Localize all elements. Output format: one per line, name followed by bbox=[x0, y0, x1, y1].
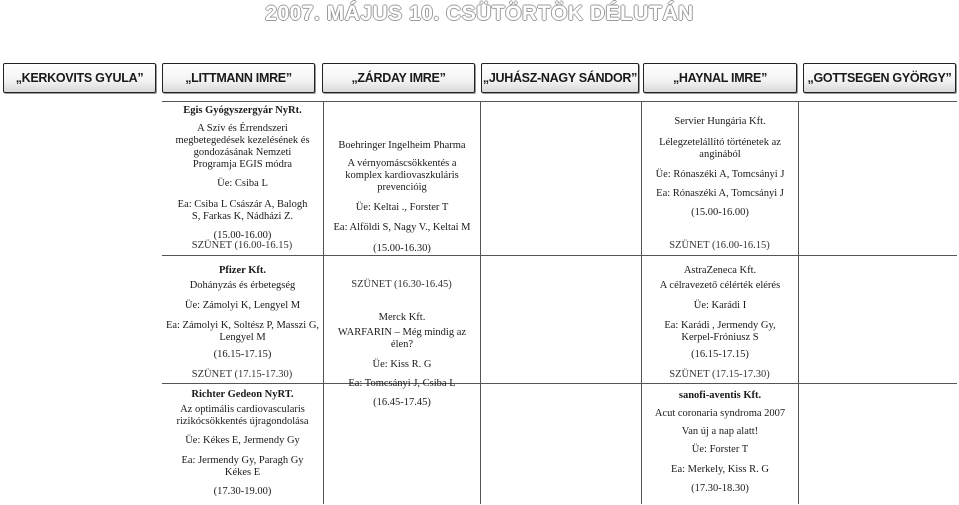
topic: Lélegzetelállító történetek az anginából bbox=[659, 137, 781, 160]
sponsor: Pfizer Kft. bbox=[218, 265, 267, 276]
room-label: „LITTMANN IMRE” bbox=[185, 71, 292, 85]
sponsor: Merck Kft. bbox=[378, 312, 426, 323]
chair: Üe: Keltai ., Forster T bbox=[355, 202, 449, 213]
chair: Üe: Csiba L bbox=[217, 178, 268, 189]
topic: Dohányzás és érbetegség bbox=[189, 280, 296, 291]
grid-line bbox=[162, 383, 957, 384]
session-sanofi bbox=[644, 390, 796, 502]
speakers: Ea: Zámolyi K, Soltész P, Masszi G, Lengyel M bbox=[165, 320, 320, 343]
topic: Acut coronaria syndroma 2007 bbox=[654, 408, 786, 419]
chair: Üe: Kiss R. G bbox=[372, 359, 432, 370]
room-label: „JUHÁSZ-NAGY SÁNDOR” bbox=[482, 71, 638, 85]
session-astrazeneca bbox=[644, 265, 796, 368]
break-16-30: SZÜNET (16.30-16.45) bbox=[351, 279, 452, 290]
speakers: Ea: Alföldi S, Nagy V., Keltai M bbox=[333, 222, 471, 233]
break-17-15: SZÜNET (17.15-17.30) bbox=[191, 369, 293, 380]
session-egis bbox=[165, 105, 320, 249]
time: (16.45-17.45) bbox=[373, 397, 431, 408]
grid-line bbox=[162, 255, 957, 256]
grid-line bbox=[323, 101, 324, 504]
speakers: Ea: Karádi , Jermendy Gy, Kerpel-Fróniusz S bbox=[664, 320, 776, 343]
sponsor: Servier Hungária Kft. bbox=[674, 116, 766, 127]
speakers: Ea: Rónaszéki A, Tomcsányi J bbox=[656, 188, 784, 199]
session-richter bbox=[165, 389, 320, 505]
break-16-00: SZÜNET (16.00-16.15) bbox=[191, 240, 293, 251]
room-label: „KERKOVITS GYULA” bbox=[15, 71, 144, 85]
grid-line bbox=[798, 101, 799, 504]
room-header-littmann bbox=[162, 63, 315, 93]
chair: Üe: Zámolyi K, Lengyel M bbox=[184, 300, 301, 311]
time: (16.15-17.15) bbox=[691, 349, 749, 360]
page-title: 2007. MÁJUS 10. CSÜTÖRTÖK DÉLUTÁN bbox=[265, 2, 694, 25]
time: (15.00-16.30) bbox=[373, 243, 431, 254]
break-16-00-right: SZÜNET (16.00-16.15) bbox=[669, 240, 770, 251]
session-boehringer bbox=[326, 140, 478, 262]
speakers: Ea: Csiba L Császár A, Balogh S, Farkas K, Nádházi Z. bbox=[177, 199, 308, 222]
chair: Üe: Forster T bbox=[691, 444, 749, 455]
time: (17.30-19.00) bbox=[213, 486, 272, 497]
topic: A Szív és Érrendszeri megbetegedések kezelésének és gondozásának Nemzeti Programja EGIS módra bbox=[175, 123, 310, 170]
grid-line bbox=[641, 101, 642, 504]
session-pfizer bbox=[165, 265, 320, 368]
session-merck bbox=[326, 312, 478, 416]
room-label: „ZÁRDAY IMRE” bbox=[351, 71, 446, 85]
sponsor: Richter Gedeon NyRT. bbox=[191, 389, 294, 400]
speakers: Ea: Tomcsányi J, Csiba L bbox=[348, 378, 456, 389]
session-servier bbox=[644, 116, 796, 226]
sponsor: sanofi-aventis Kft. bbox=[678, 390, 762, 401]
topic: A vérnyomáscsökkentés a komplex kardiovaszkuláris prevencióig bbox=[345, 158, 459, 193]
subtitle: Van új a nap alatt! bbox=[681, 426, 759, 437]
chair: Üe: Karádi I bbox=[693, 300, 747, 311]
grid-line bbox=[162, 101, 957, 102]
room-header-haynal bbox=[643, 63, 797, 93]
grid-line bbox=[480, 101, 481, 504]
room-header-juhasz-nagy bbox=[481, 63, 639, 93]
room-header-kerkovits bbox=[3, 63, 156, 93]
room-header-zarday bbox=[322, 63, 475, 93]
time: (15.00-16.00) bbox=[213, 230, 272, 241]
sponsor: Egis Gyógyszergyár NyRt. bbox=[183, 105, 302, 116]
time: (16.15-17.15) bbox=[213, 349, 272, 360]
room-label: „GOTTSEGEN GYÖRGY” bbox=[807, 71, 952, 85]
time: (15.00-16.00) bbox=[691, 207, 749, 218]
time: (17.30-18.30) bbox=[691, 483, 749, 494]
speakers: Ea: Merkely, Kiss R. G bbox=[671, 464, 769, 475]
sponsor: Boehringer Ingelheim Pharma bbox=[338, 140, 466, 151]
topic: WARFARIN – Még mindig az élen? bbox=[337, 327, 467, 350]
chair: Üe: Rónaszéki A, Tomcsányi J bbox=[655, 169, 785, 180]
topic: A célravezető célérték elérés bbox=[659, 280, 781, 291]
chair: Üe: Kékes E, Jermendy Gy bbox=[185, 435, 300, 446]
sponsor: AstraZeneca Kft. bbox=[683, 265, 757, 276]
speakers: Ea: Jermendy Gy, Paragh Gy Kékes E bbox=[181, 455, 304, 478]
room-header-gottsegen bbox=[803, 63, 956, 93]
topic: Az optimális cardiovascularis rizikócsökkentés újragondolása bbox=[176, 404, 309, 427]
break-17-15-right: SZÜNET (17.15-17.30) bbox=[669, 369, 770, 380]
room-label: „HAYNAL IMRE” bbox=[672, 71, 768, 85]
